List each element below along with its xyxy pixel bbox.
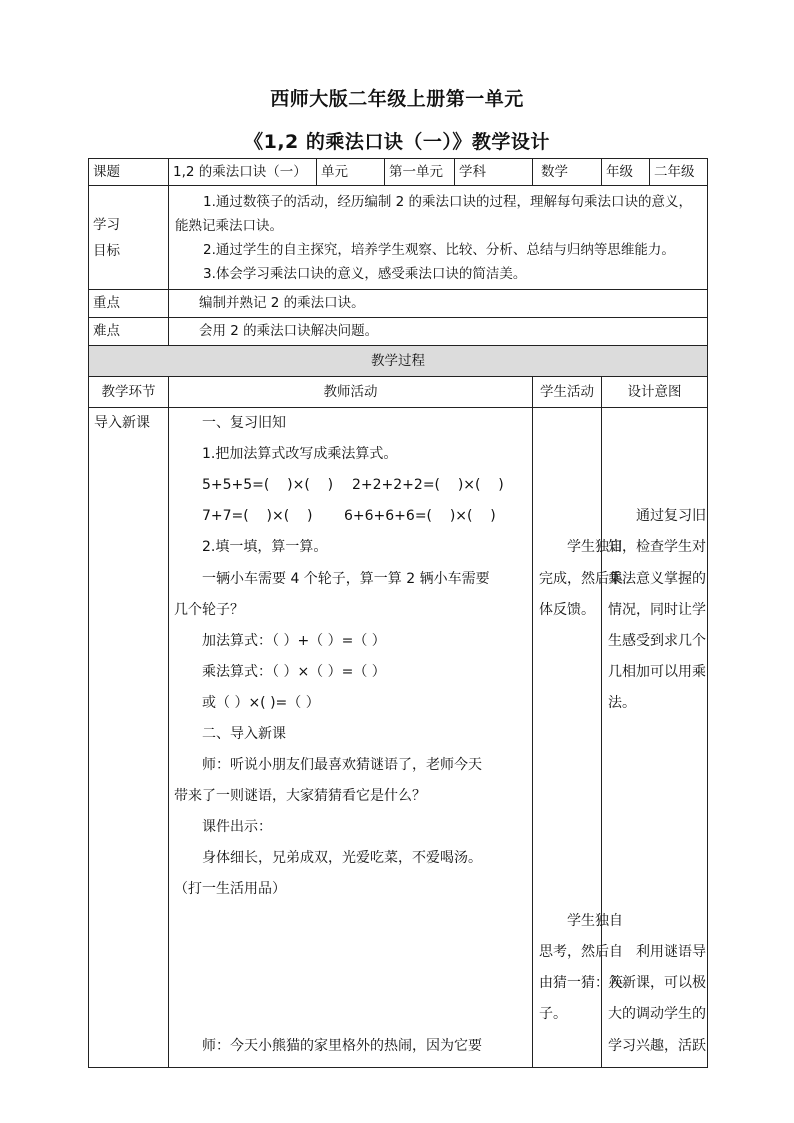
student-line: 学生独自 [567,913,623,929]
teacher-line: 带来了一则谜语，大家猜猜看它是什么？ [174,788,426,804]
teacher-line: 或（ ）×( )=（ ） [202,695,320,711]
content-row [89,408,708,1068]
key-point-value: 编制并熟记 2 的乘法口诀。 [169,290,708,318]
column-student: 学生活动 [533,377,602,408]
column-phase: 教学环节 [89,377,169,408]
intent-line: 大的调动学生的 [608,1006,706,1022]
goal-item-1: 1.通过数筷子的活动，经历编制 2 的乘法口诀的过程，理解每句乘法口诀的意义，能熟记乘法口诀。 [175,193,693,234]
columns-row [89,377,708,408]
intent-line: 入新课，可以极 [608,975,706,991]
goals-row [89,186,708,290]
student-line: 学生独自 [567,539,623,555]
teacher-line: （打一生活用品） [174,881,286,897]
intent-line: 学习兴趣，活跃 [608,1038,706,1054]
difficulty-value: 会用 2 的乘法口诀解决问题。 [169,318,708,346]
student-activity-cell [533,408,623,1068]
equation: 6+6+6+6=( )×( ) [344,508,496,524]
goal-item-2: 2.通过学生的自主探究，培养学生观察、比较、分析、总结与归纳等思维能力。 [203,241,675,258]
intent-line: 知，检查学生对 [608,539,706,555]
student-line: 完成，然后集 [539,571,623,587]
intent-line: 几相加可以用乘 [608,664,706,680]
equation: 5+5+5=( )×( ) [202,477,334,493]
subject-value: 数学 [533,159,602,186]
equation: 7+7=( )×( ) [202,508,313,524]
intent-line: 法。 [608,695,636,711]
document-title: 西师大版二年级上册第一单元 [270,88,524,110]
design-intent-cell [602,408,708,1068]
process-header: 教学过程 [89,346,708,377]
column-intent: 设计意图 [602,377,708,408]
process-header-row [89,346,708,377]
lesson-plan-table [88,158,708,1068]
topic-label: 课题 [89,159,169,186]
key-point-label: 重点 [89,290,169,318]
teacher-line: 一、复习旧知 [202,415,286,431]
intent-line: 通过复习旧 [636,508,706,524]
header-row [89,159,708,186]
student-line: 体反馈。 [539,602,595,618]
student-line: 子。 [539,1006,567,1022]
document-subtitle: 《1,2 的乘法口诀（一）》教学设计 [244,131,550,153]
student-line: 由猜一猜：筷 [539,975,623,991]
intent-line: 利用谜语导 [636,944,706,960]
phase-cell [89,408,169,1068]
equation: 2+2+2+2=( )×( ) [352,477,504,493]
topic-value: 1,2 的乘法口诀（一） [169,159,317,186]
column-teacher: 教师活动 [169,377,533,408]
unit-label: 单元 [317,159,385,186]
teacher-line: 师：今天小熊猫的家里格外的热闹，因为它要 [202,1038,482,1054]
teacher-line: 身体细长，兄弟成双，光爱吃菜，不爱喝汤。 [202,850,482,866]
goals-label: 学习目标 [89,186,169,290]
difficulty-row [89,318,708,346]
grade-value: 二年级 [650,159,708,186]
teacher-line: 乘法算式：（ ）×（ ）=（ ） [202,664,386,680]
teacher-line: 几个轮子？ [174,602,244,618]
key-point-row [89,290,708,318]
goal-item-3: 3.体会学习乘法口诀的意义，感受乘法口诀的简洁美。 [203,265,527,282]
intent-line: 情况，同时让学 [608,602,706,618]
teacher-line: 师：听说小朋友们最喜欢猜谜语了，老师今天 [202,757,482,773]
intent-line: 生感受到求几个 [608,633,706,649]
student-line: 思考，然后自 [539,944,623,960]
teacher-line: 二、导入新课 [202,726,286,742]
unit-value: 第一单元 [385,159,455,186]
difficulty-label: 难点 [89,318,169,346]
teacher-line: 1.把加法算式改写成乘法算式。 [202,446,398,462]
grade-label: 年级 [602,159,650,186]
teacher-activity-cell [169,408,533,1068]
teacher-line: 课件出示： [202,819,272,835]
teacher-line: 2.填一填，算一算。 [202,539,328,555]
intent-line: 乘法意义掌握的 [608,571,706,587]
teacher-line: 加法算式：（ ）+（ ）=（ ） [202,633,386,649]
teacher-line: 一辆小车需要 4 个轮子，算一算 2 辆小车需要 [202,571,490,587]
goals-content [169,186,708,290]
phase-name: 导入新课 [94,415,150,431]
subject-label: 学科 [455,159,533,186]
